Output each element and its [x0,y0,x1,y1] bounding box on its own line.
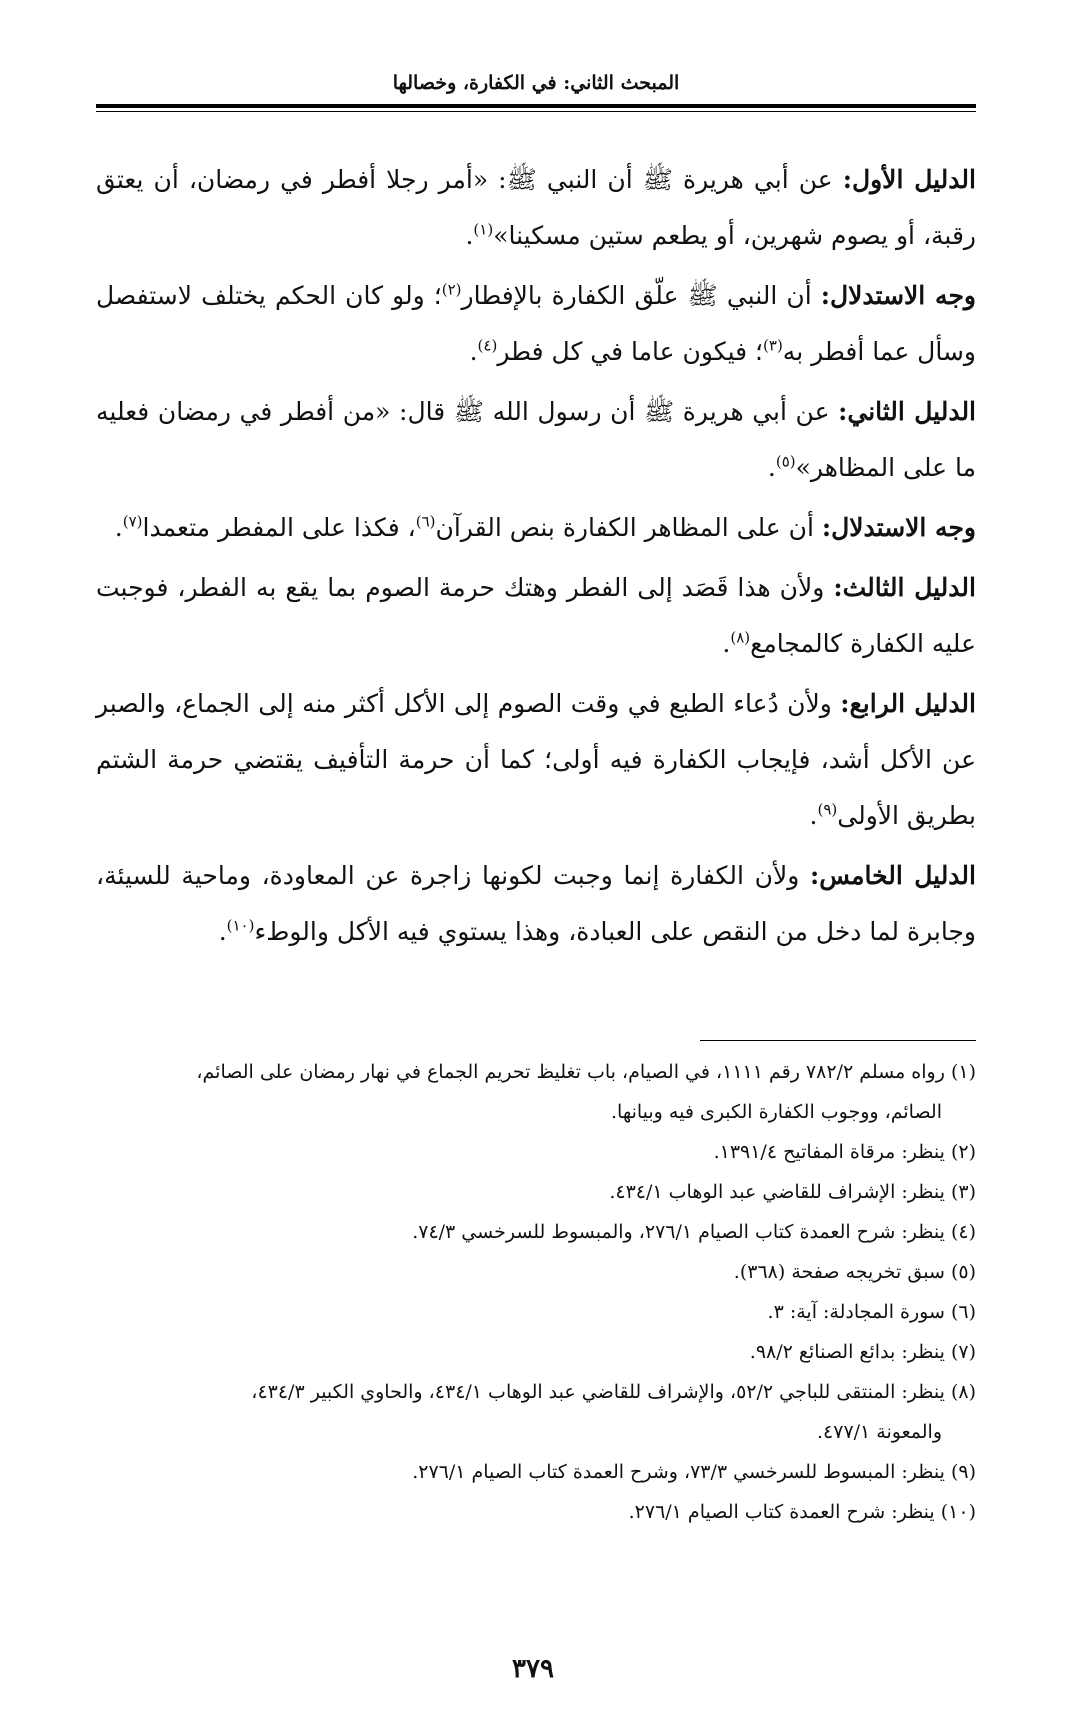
footnote-item [96,1052,976,1092]
footnote-ref[interactable]: (٧) [122,512,143,531]
footnote-item [96,1212,976,1252]
footnote-separator [700,1040,976,1041]
paragraph-tail: . [218,917,227,946]
paragraph-text: ، فكذا على المفطر متعمدا [142,513,416,542]
paragraph-label: الدليل الثالث: [833,573,976,602]
inference-1-paragraph [96,268,976,380]
main-text [96,152,976,964]
paragraph-tail: . [469,337,478,366]
footnotes [96,1052,976,1532]
evidence-2-paragraph [96,384,976,496]
footnote-number: (٤) [950,1221,976,1243]
footnote-number: (٧) [950,1341,976,1363]
footnote-text: ينظر: الإشراف للقاضي عبد الوهاب ٤٣٤/١. [609,1181,945,1203]
evidence-5-paragraph [96,848,976,960]
paragraph-tail: . [465,221,474,250]
footnote-ref[interactable]: (٤) [477,336,498,355]
footnote-text: ينظر: مرقاة المفاتيح ١٣٩١/٤. [713,1141,945,1163]
footnote-item [96,1132,976,1172]
paragraph-label: وجه الاستدلال: [820,281,976,310]
paragraph-label: وجه الاستدلال: [821,513,976,542]
paragraph-text: أن النبي ﷺ علّق الكفارة بالإفطار [461,281,812,310]
footnote-text: سبق تخريجه صفحة (٣٦٨). [733,1261,945,1283]
footnote-number: (٨) [950,1381,976,1403]
footnote-text: ينظر: شرح العمدة كتاب الصيام ٢٧٦/١، والمبسوط للسرخسي ٧٤/٣. [412,1221,945,1243]
footnote-ref[interactable]: (٨) [730,628,751,647]
running-header: المبحث الثاني: في الكفارة، وخصالها [392,72,680,94]
paragraph-label: الدليل الرابع: [840,689,976,718]
footnote-item [96,1372,976,1412]
paragraph-tail: . [767,453,776,482]
footnote-ref[interactable]: (٩) [817,800,838,819]
paragraph-text: عن أبي هريرة ﷺ أن رسول الله ﷺ قال: «من أفطر في رمضان فعليه ما على المظاهر» [96,397,976,482]
footnote-item [96,1452,976,1492]
footnote-item [96,1492,976,1532]
footnote-text: ينظر: بدائع الصنائع ٩٨/٢. [749,1341,945,1363]
evidence-1-paragraph [96,152,976,264]
footnote-ref[interactable]: (٥) [775,452,796,471]
footnote-item [96,1332,976,1372]
paragraph-tail: . [114,513,123,542]
paragraph-text: ولأن هذا قَصَد إلى الفطر وهتك حرمة الصوم بما يقع به الفطر، فوجبت عليه الكفارة كالمجامع [96,573,976,658]
evidence-4-paragraph [96,676,976,844]
footnote-ref[interactable]: (١٠) [226,916,255,935]
footnote-number: (٩) [950,1461,976,1483]
footnote-number: (٥) [950,1261,976,1283]
footnote-continuation: والمعونة ٤٧٧/١. [816,1421,942,1443]
footnote-text: ينظر: المبسوط للسرخسي ٧٣/٣، وشرح العمدة كتاب الصيام ٢٧٦/١. [412,1461,945,1483]
paragraph-tail: . [809,801,818,830]
footnote-ref[interactable]: (٣) [763,336,783,355]
evidence-3-paragraph [96,560,976,672]
footnote-number: (١٠) [940,1501,976,1523]
paragraph-text: عن أبي هريرة ﷺ أن النبي ﷺ: «أمر رجلا أفطر في رمضان، أن يعتق رقبة، أو يصوم شهرين، أو يطعم ستين مسكينا» [96,165,976,250]
footnote-ref[interactable]: (٦) [415,512,436,531]
footnote-item [96,1252,976,1292]
paragraph-text: ولأن الكفارة إنما وجبت لكونها زاجرة عن المعاودة، وماحية للسيئة، وجابرة لما دخل من النقص على العبادة، وهذا يستوي فيه الأكل والوطء [96,861,976,946]
paragraph-text: ولأن دُعاء الطبع في وقت الصوم إلى الأكل أكثر منه إلى الجماع، والصبر عن الأكل أشد، فإيجاب الكفارة فيه أولى؛ كما أن حرمة التأفيف يقتضي حرمة الشتم بطريق الأولى [96,689,976,830]
inference-2-paragraph [96,500,976,556]
paragraph-text: ؛ ولو كان الحكم يختلف لاستفصل وسأل عما أفطر به [96,281,976,366]
footnote-item [96,1292,976,1332]
paragraph-text: أن على المظاهر الكفارة بنص القرآن [435,513,814,542]
paragraph-label: الدليل الأول: [842,165,976,194]
paragraph-text: ؛ فيكون عاما في كل فطر [497,337,764,366]
footnote-text: رواه مسلم ٧٨٢/٢ رقم ١١١١، في الصيام، باب تغليظ تحريم الجماع في نهار رمضان على الصائم، [196,1061,945,1083]
footnote-number: (١) [950,1061,976,1083]
header-rule-thin [96,111,976,112]
paragraph-label: الدليل الثاني: [838,397,977,426]
footnote-ref[interactable]: (٢) [441,280,462,299]
paragraph-label: الدليل الخامس: [809,861,976,890]
header-rule [96,104,976,108]
footnote-number: (٢) [950,1141,976,1163]
footnote-continuation: الصائم، ووجوب الكفارة الكبرى فيه وبيانها. [611,1101,942,1123]
footnote-item [96,1172,976,1212]
footnote-number: (٣) [950,1181,976,1203]
footnote-text: سورة المجادلة: آية: ٣. [767,1301,945,1323]
footnote-number: (٦) [950,1301,976,1323]
footnote-text: ينظر: المنتقى للباجي ٥٢/٢، والإشراف للقاضي عبد الوهاب ٤٣٤/١، والحاوي الكبير ٤٣٤/٣، [251,1381,945,1403]
footnote-text: ينظر: شرح العمدة كتاب الصيام ٢٧٦/١. [628,1501,935,1523]
page-number: ٣٧٩ [512,1654,554,1684]
paragraph-tail: . [722,629,731,658]
footnote-ref[interactable]: (١) [473,220,494,239]
